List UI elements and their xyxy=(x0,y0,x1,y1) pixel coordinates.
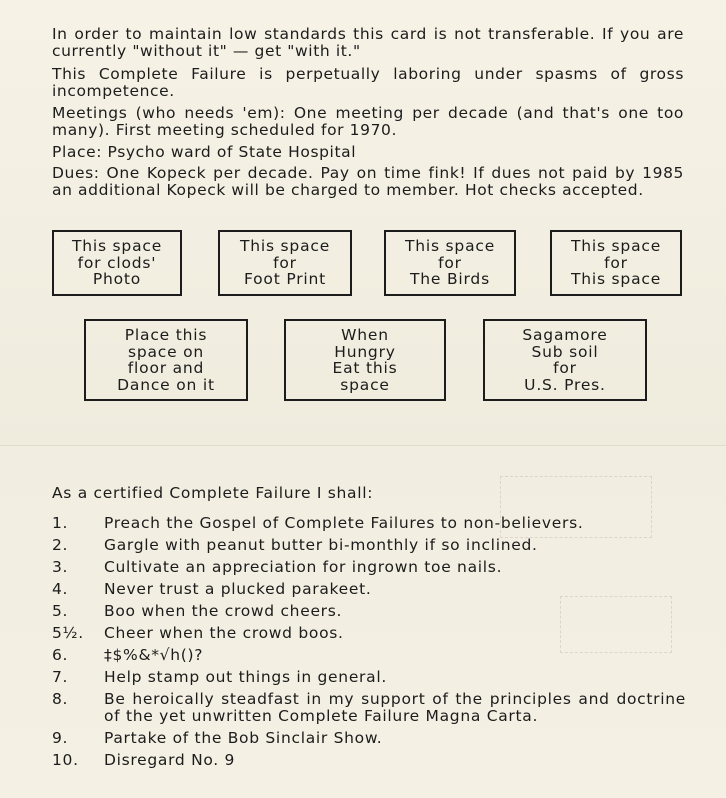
list-item xyxy=(52,669,686,686)
item-number: 6. xyxy=(52,646,69,664)
list-item xyxy=(52,691,686,725)
pledge-heading: As a certified Complete Failure I shall: xyxy=(52,484,374,502)
photo-space-box xyxy=(52,230,182,296)
list-item xyxy=(52,559,686,576)
sub-soil-box xyxy=(483,319,647,401)
item-number: 5½. xyxy=(52,624,84,642)
item-text: Boo when the crowd cheers. xyxy=(104,602,343,620)
this-space-box xyxy=(550,230,682,296)
box-label: This space for The Birds xyxy=(404,237,496,289)
item-text: Cultivate an appreciation for ingrown toe nails. xyxy=(104,558,503,576)
dues-note: Dues: One Kopeck per decade. Pay on time fink! If dues not paid by 1985 an additional Kopeck will be charged to member. Hot checks accepted. xyxy=(52,164,684,199)
transfer-notice: In order to maintain low standards this card is not transferable. If you are currently "without it" — get "with it." xyxy=(52,25,684,60)
box-label: This space for clods' Photo xyxy=(71,237,163,289)
pledge-list xyxy=(52,515,686,774)
item-number: 9. xyxy=(52,729,69,747)
dance-box xyxy=(84,319,248,401)
box-label: This space for This space xyxy=(570,237,662,289)
failure-statement: This Complete Failure is perpetually laboring under spasms of gross incompetence. xyxy=(52,65,684,100)
list-item xyxy=(52,647,686,664)
item-number: 8. xyxy=(52,690,69,708)
list-item xyxy=(52,625,686,642)
item-text: Disregard No. 9 xyxy=(104,751,236,769)
list-item xyxy=(52,537,686,554)
item-text: Help stamp out things in general. xyxy=(104,668,387,686)
box-label: When Hungry Eat this space xyxy=(332,326,398,394)
item-number: 3. xyxy=(52,558,69,576)
item-number: 10. xyxy=(52,751,79,769)
birds-box xyxy=(384,230,516,296)
item-text: Never trust a plucked parakeet. xyxy=(104,580,372,598)
list-item xyxy=(52,581,686,598)
box-label: This space for Foot Print xyxy=(239,237,331,289)
foot-print-box xyxy=(218,230,352,296)
list-item xyxy=(52,515,686,532)
box-label: Place this space on floor and Dance on it xyxy=(117,326,215,394)
item-text: Be heroically steadfast in my support of the principles and doctrine of the yet unwritten Complete Failure Magna Carta. xyxy=(104,690,686,725)
meetings-note: Meetings (who needs 'em): One meeting per decade (and that's one too many). First meeting scheduled for 1970. xyxy=(52,104,684,139)
item-number: 1. xyxy=(52,514,69,532)
item-text: Cheer when the crowd boos. xyxy=(104,624,344,642)
place-note: Place: Psycho ward of State Hospital xyxy=(52,143,357,161)
item-number: 4. xyxy=(52,580,69,598)
item-text: ‡$%&*√h()? xyxy=(104,646,204,664)
item-text: Partake of the Bob Sinclair Show. xyxy=(104,729,383,747)
eat-box xyxy=(284,319,446,401)
item-number: 7. xyxy=(52,668,69,686)
list-item xyxy=(52,730,686,747)
item-text: Gargle with peanut butter bi-monthly if so inclined. xyxy=(104,536,538,554)
list-item xyxy=(52,603,686,620)
item-number: 2. xyxy=(52,536,69,554)
list-item xyxy=(52,752,686,769)
item-text: Preach the Gospel of Complete Failures to non-believers. xyxy=(104,514,584,532)
box-label: Sagamore Sub soil for U.S. Pres. xyxy=(522,326,608,394)
item-number: 5. xyxy=(52,602,69,620)
